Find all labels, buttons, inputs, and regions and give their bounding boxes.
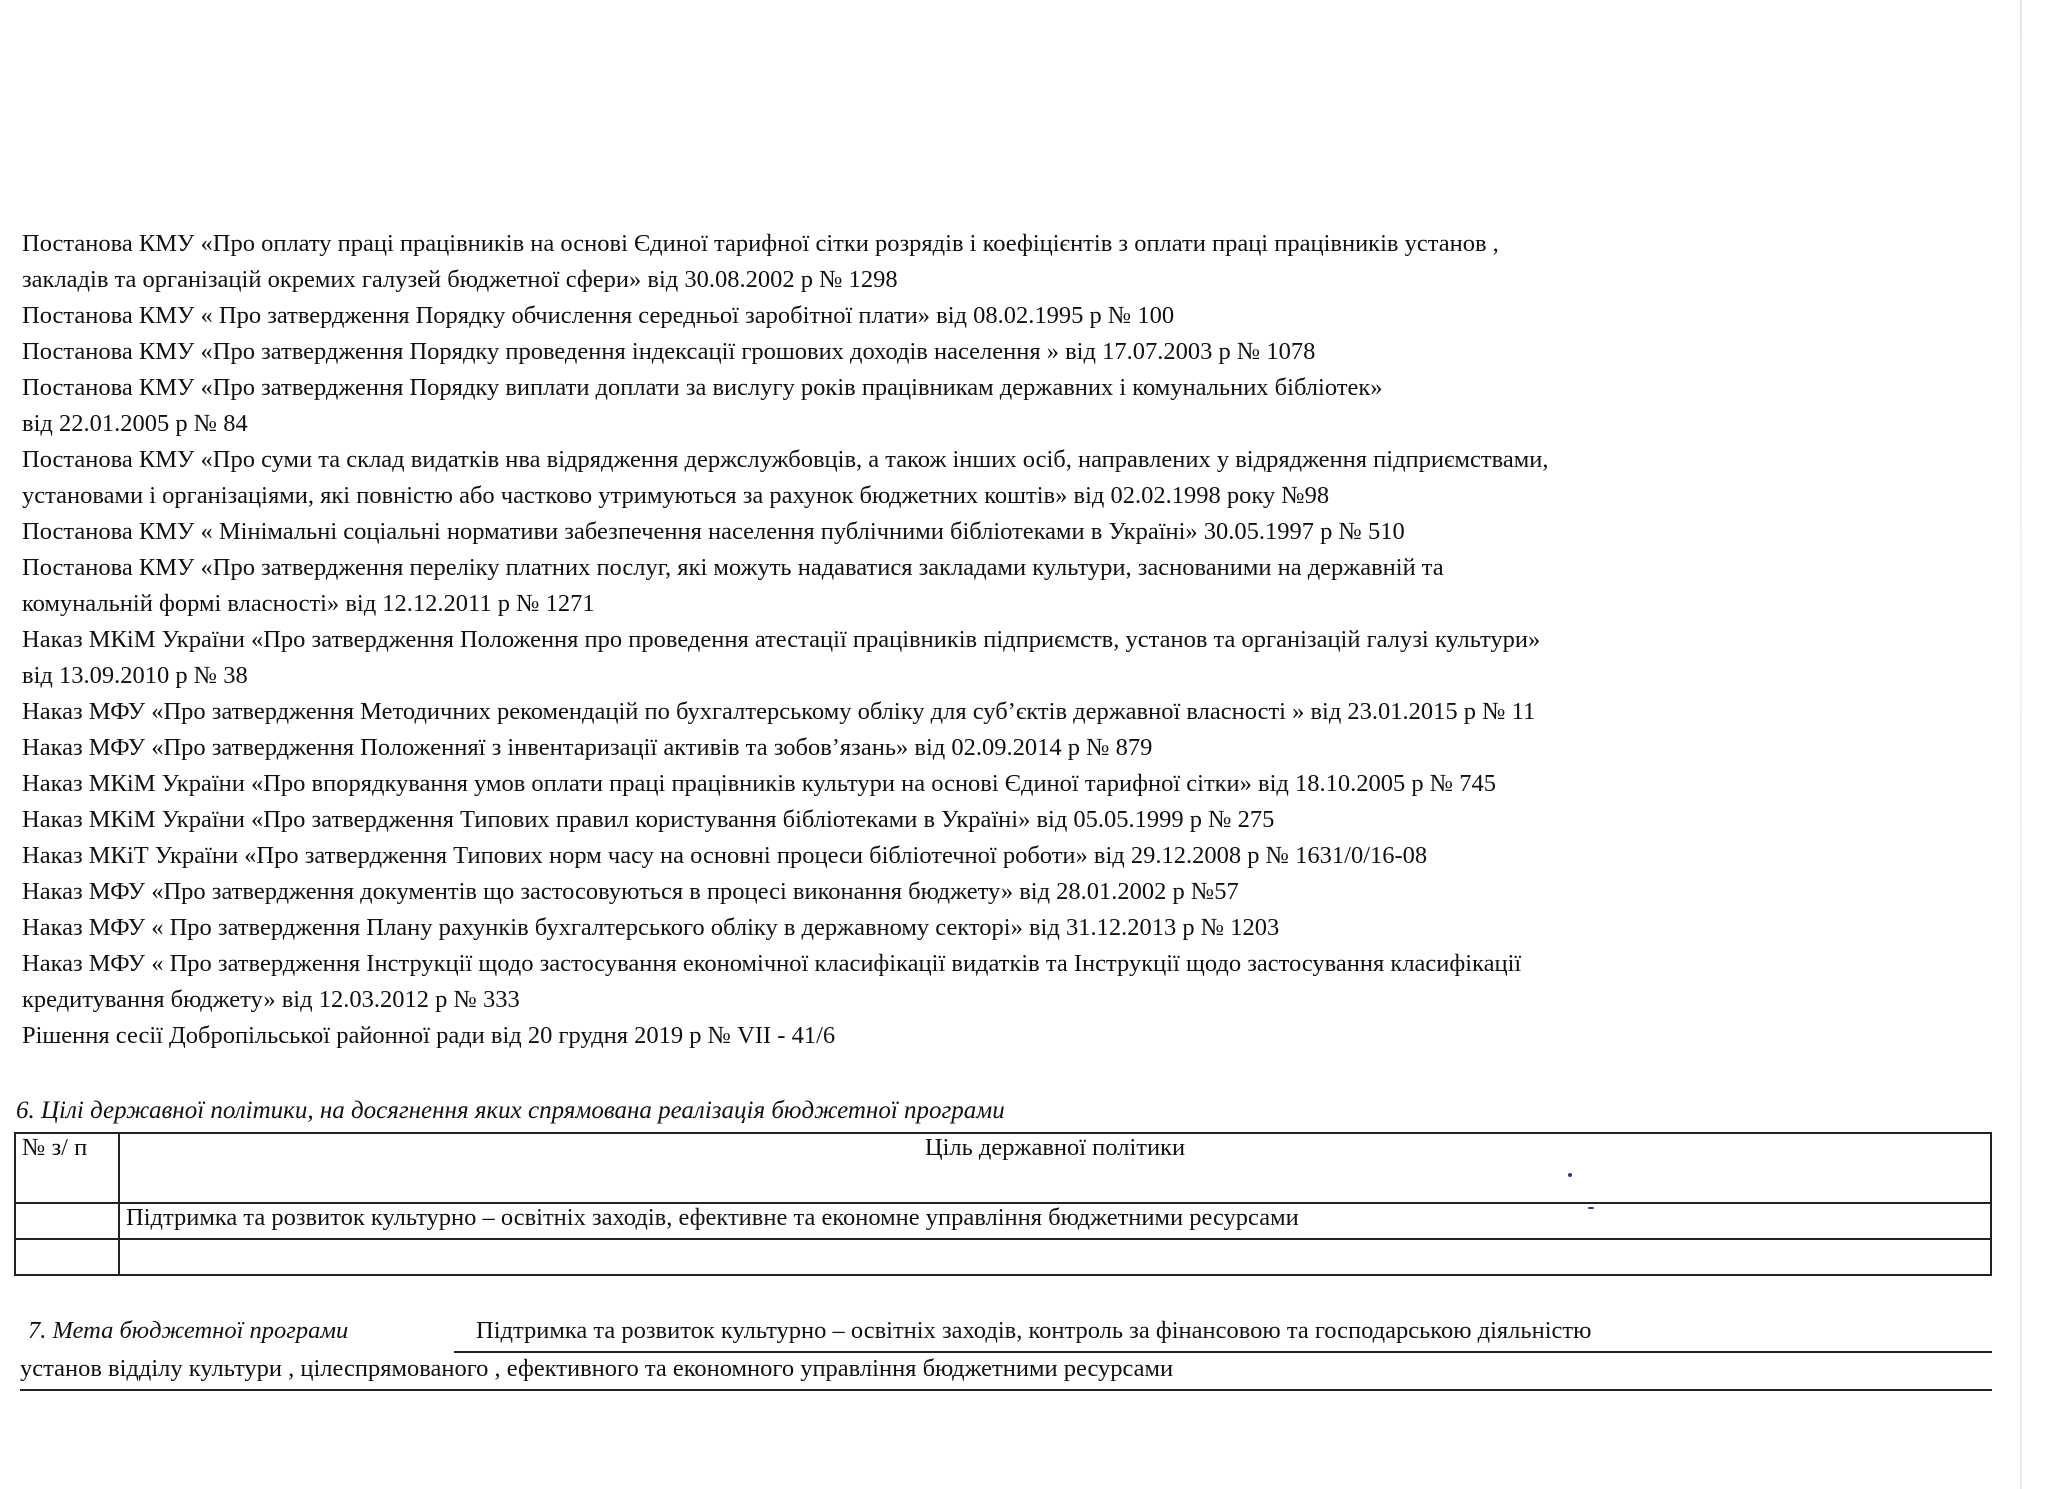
row-goal-cell [119, 1239, 1991, 1275]
law-line: Наказ МКіМ України «Про впорядкування умов оплати праці працівників культури на основі Єдиної тарифної сітки» від 18.10.2005 р № 745 [22, 770, 1497, 797]
law-line: комунальній формі власності» від 12.12.2011 р № 1271 [22, 590, 595, 617]
law-line: від 13.09.2010 р № 38 [22, 662, 248, 689]
law-line: Постанова КМУ «Про затвердження Порядку виплати доплати за вислугу років працівникам державних і комунальних бібліотек» [22, 374, 1383, 401]
law-line: Наказ МФУ « Про затвердження Інструкції щодо застосування економічної класифікації видатків та Інструкції щодо застосування класифікації [22, 950, 1522, 977]
table-row [15, 1203, 1991, 1239]
law-line: від 22.01.2005 р № 84 [22, 410, 248, 437]
law-line: Постанова КМУ « Про затвердження Порядку обчислення середньої заробітної плати» від 08.02.1995 р № 100 [22, 302, 1175, 329]
law-line: установами і організаціями, які повністю або частково утримуються за рахунок бюджетних коштів» від 02.02.1998 року №98 [22, 482, 1330, 509]
table-row [15, 1239, 1991, 1275]
section6-title: 6. Цілі державної політики, на досягнення яких спрямована реалізація бюджетної програми [16, 1097, 1005, 1124]
scan-edge-shadow [2020, 0, 2022, 1489]
row-goal-cell: Підтримка та розвиток культурно – освітніх заходів, ефективне та економне управління бюджетними ресурсами [119, 1203, 1991, 1239]
law-line: Наказ МФУ «Про затвердження документів що застосовуються в процесі виконання бюджету» від 28.01.2002 р №57 [22, 878, 1239, 905]
law-line: Наказ МФУ «Про затвердження Методичних рекомендацій по бухгалтерському обліку для суб’єктів державної власності » від 23.01.2015 р № 11 [22, 698, 1536, 725]
law-line: Рішення сесії Добропільської районної ради від 20 грудня 2019 р № VII - 41/6 [22, 1022, 836, 1049]
law-line: Постанова КМУ «Про оплату праці працівників на основі Єдиної тарифної сітки розрядів і коефіцієнтів з оплати праці працівників установ , [22, 230, 1499, 257]
law-line: Постанова КМУ «Про затвердження переліку платних послуг, які можуть надаватися закладами культури, заснованими на державній та [22, 554, 1444, 581]
table-header-row [15, 1133, 1991, 1203]
law-line: Постанова КМУ «Про затвердження Порядку проведення індексації грошових доходів населення » від 17.07.2003 р № 1078 [22, 338, 1316, 365]
law-line: Наказ МФУ « Про затвердження Плану рахунків бухгалтерського обліку в державному секторі» від 31.12.2013 р № 1203 [22, 914, 1280, 941]
law-line: Наказ МКіМ України «Про затвердження Типових правил користування бібліотеками в Україні» від 05.05.1999 р № 275 [22, 806, 1275, 833]
policy-goals-table [14, 1132, 1992, 1276]
law-line: Наказ МКіТ України «Про затвердження Типових норм часу на основні процеси бібліотечної роботи» від 29.12.2008 р № 1631/0/16-08 [22, 842, 1428, 869]
law-line: кредитування бюджету» від 12.03.2012 р № 333 [22, 986, 520, 1013]
column-header-number: № з/ п [15, 1133, 119, 1203]
row-number-cell [15, 1203, 119, 1239]
legal-basis-list [22, 226, 1922, 1054]
column-header-goal: Ціль державної політики [119, 1133, 1991, 1203]
law-line: Наказ МКіМ України «Про затвердження Положення про проведення атестації працівників підприємств, установ та організацій галузі культури» [22, 626, 1541, 653]
law-line: Постанова КМУ «Про суми та склад видатків нва відрядження держслужбовців, а також інших осіб, направлених у відрядження підприємствами, [22, 446, 1549, 473]
row-number-cell [15, 1239, 119, 1275]
law-line: Наказ МФУ «Про затвердження Положенняї з інвентаризації активів та зобов’язань» від 02.09.2014 р № 879 [22, 734, 1153, 761]
law-line: Постанова КМУ « Мінімальні соціальні нормативи забезпечення населення публічними бібліотеками в Україні» 30.05.1997 р № 510 [22, 518, 1405, 545]
section7-text-line-1: Підтримка та розвиток культурно – освітніх заходів, контроль за фінансовою та господарською діяльністю [454, 1317, 1992, 1353]
law-line: закладів та організацій окремих галузей бюджетної сфери» від 30.08.2002 р № 1298 [22, 266, 898, 293]
ink-speck [1588, 1207, 1594, 1209]
section7-label: 7. Мета бюджетної програми [28, 1317, 349, 1344]
ink-speck [1568, 1173, 1572, 1177]
section7-text-line-2: установ відділу культури , цілеспрямованого , ефективного та економного управління бюджетними ресурсами [20, 1355, 1992, 1391]
